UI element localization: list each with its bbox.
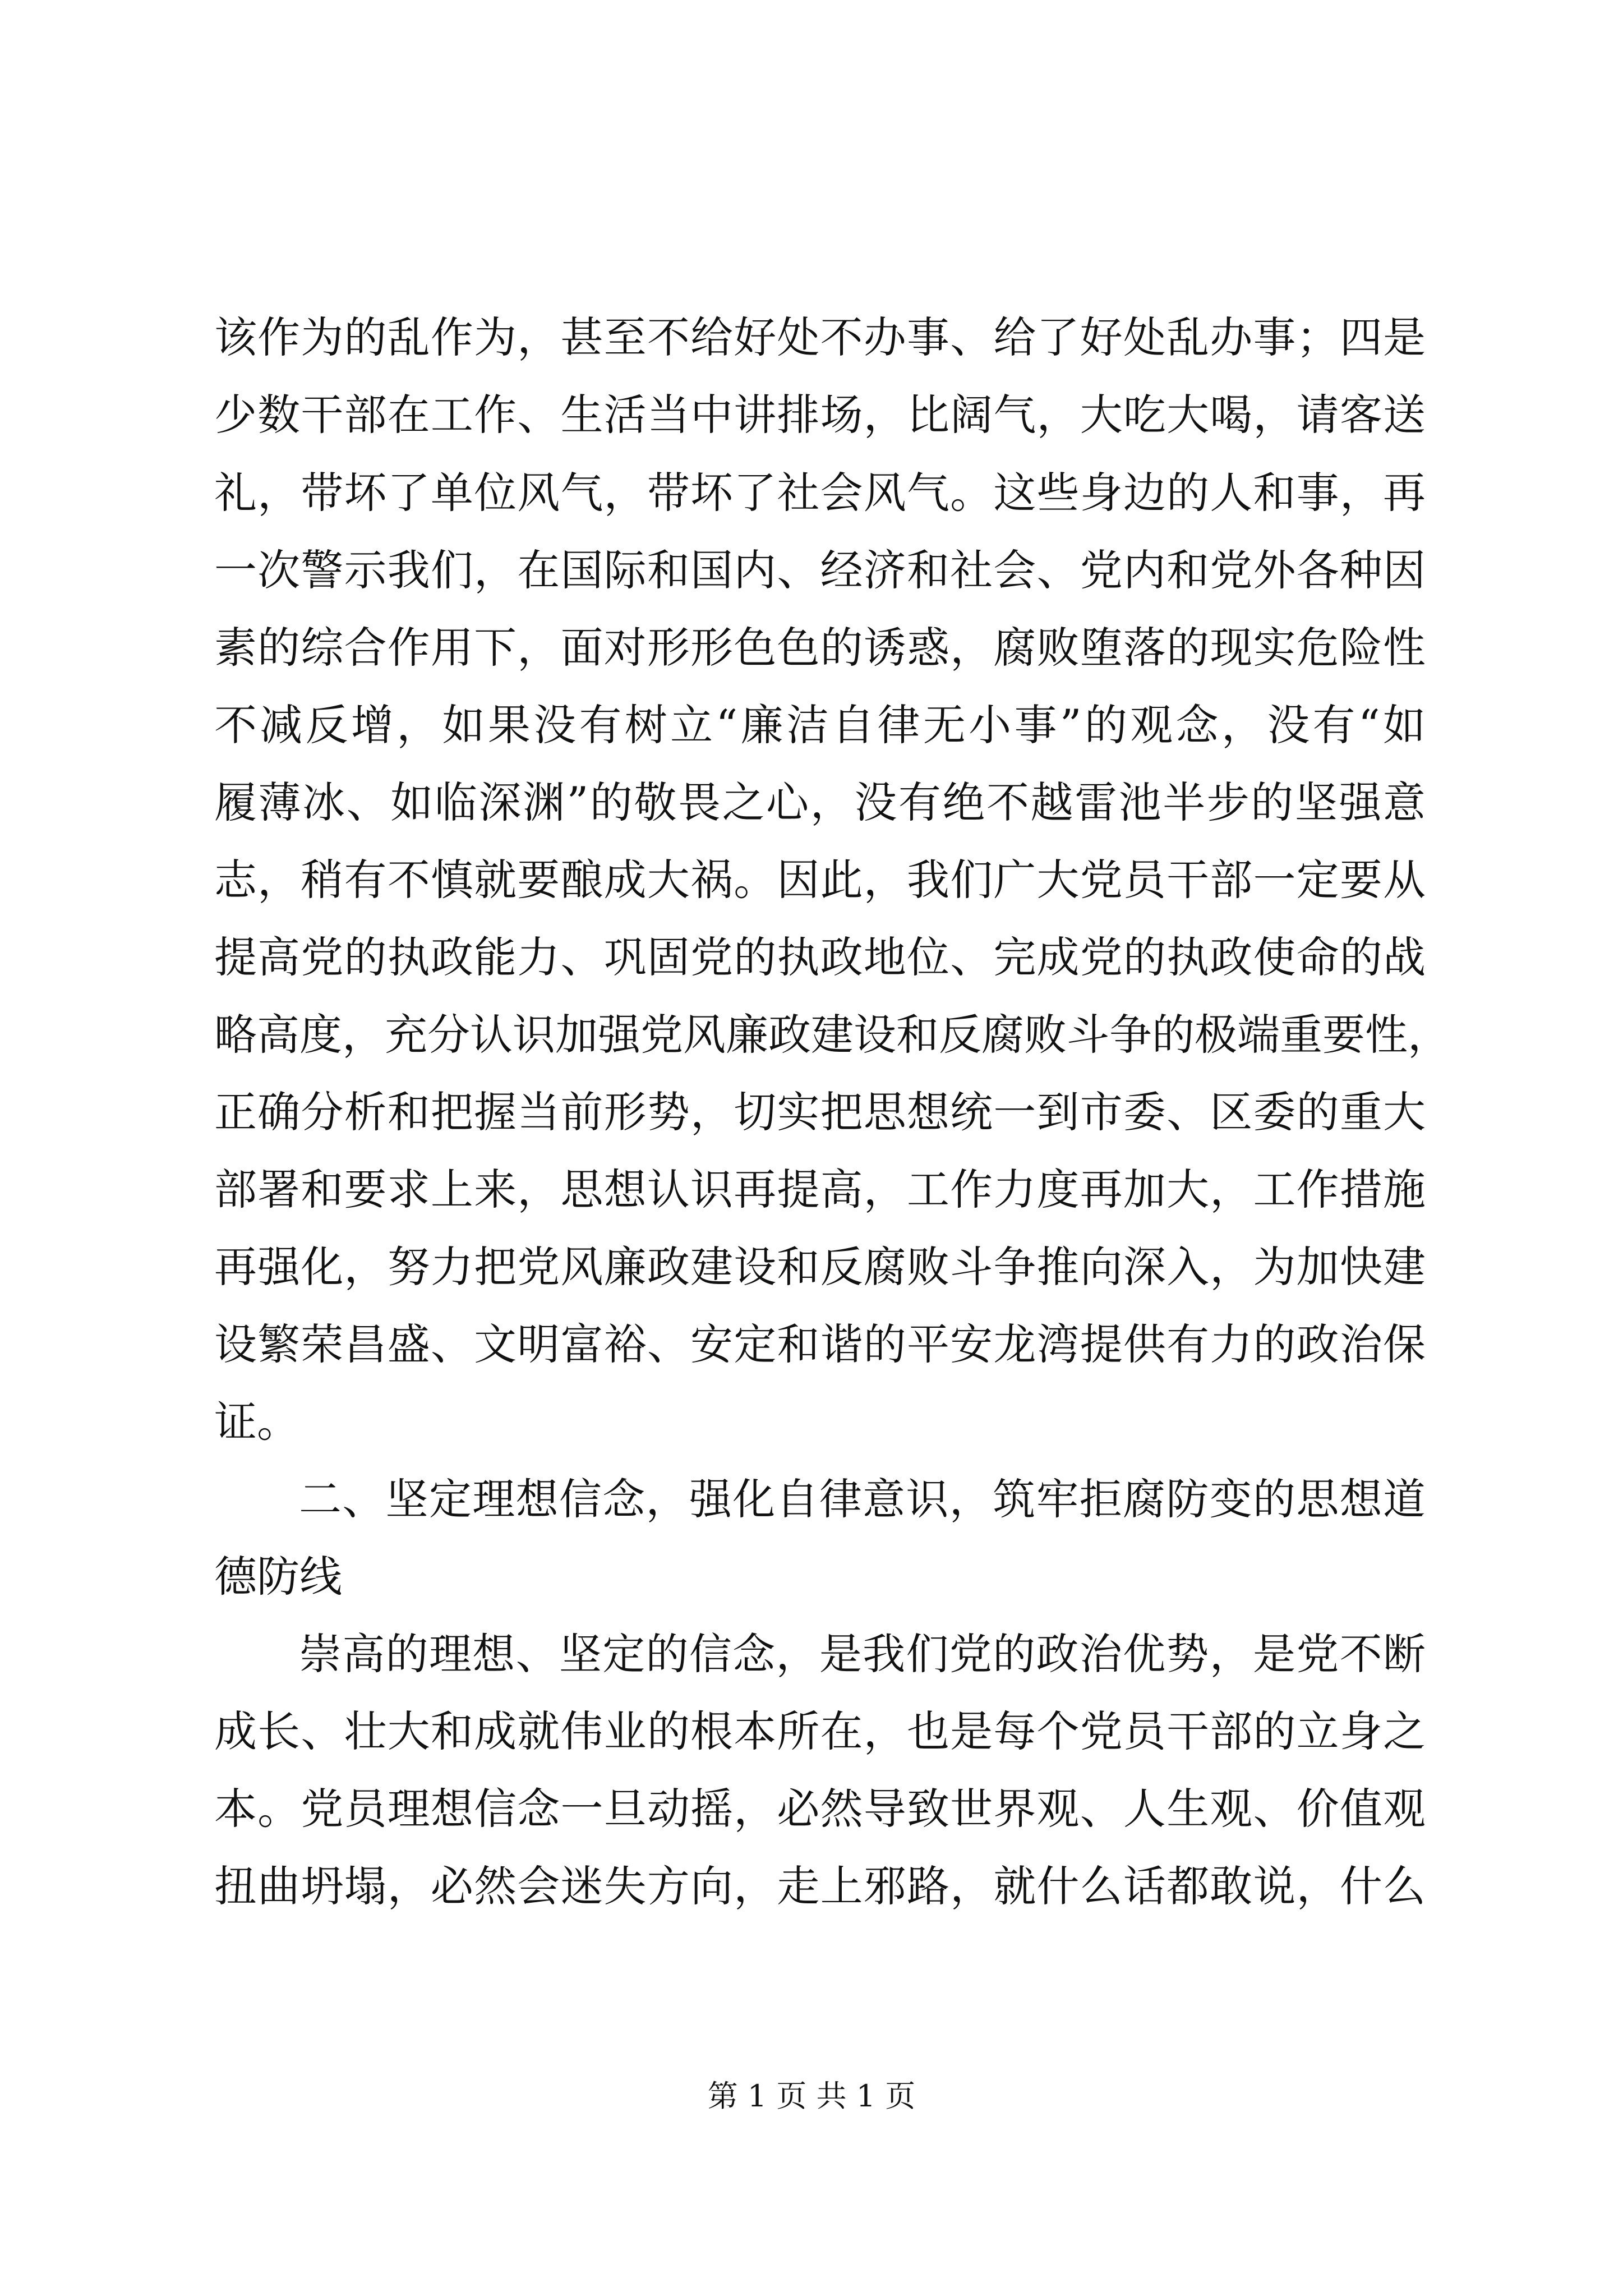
- text-line: 不减反增，如果没有树立“廉洁自律无小事”的观念，没有“如: [214, 700, 1426, 750]
- text-line: 本。党员理想信念一旦动摇，必然导致世界观、人生观、价值观: [214, 1784, 1426, 1834]
- text-line: 礼，带坏了单位风气，带坏了社会风气。这些身边的人和事，再: [214, 468, 1426, 518]
- text-line: 成长、壮大和成就伟业的根本所在，也是每个党员干部的立身之: [214, 1706, 1426, 1756]
- text-line: 正确分析和把握当前形势，切实把思想统一到市委、区委的重大: [214, 1087, 1426, 1137]
- text-line: 志，稍有不慎就要酿成大祸。因此，我们广大党员干部一定要从: [214, 855, 1426, 905]
- text-line: 扭曲坍塌，必然会迷失方向，走上邪路，就什么话都敢说，什么: [214, 1861, 1426, 1911]
- section-heading-line: 二、坚定理想信念，强化自律意识，筑牢拒腐防变的思想道: [299, 1474, 1426, 1524]
- section-heading-line: 德防线: [214, 1552, 342, 1602]
- text-line: 崇高的理想、坚定的信念，是我们党的政治优势，是党不断: [299, 1629, 1426, 1679]
- page-number-footer: 第 1 页 共 1 页: [707, 2078, 916, 2114]
- text-line: 素的综合作用下，面对形形色色的诱惑，腐败堕落的现实危险性: [214, 623, 1426, 673]
- text-line: 履薄冰、如临深渊”的敬畏之心，没有绝不越雷池半步的坚强意: [214, 777, 1426, 827]
- text-line: 部署和要求上来，思想认识再提高，工作力度再加大，工作措施: [214, 1165, 1426, 1214]
- text-line: 略高度，充分认识加强党风廉政建设和反腐败斗争的极端重要性，: [214, 1010, 1450, 1060]
- text-line: 再强化，努力把党风廉政建设和反腐败斗争推向深入，为加快建: [214, 1242, 1426, 1292]
- text-line: 该作为的乱作为，甚至不给好处不办事、给了好处乱办事；四是: [214, 312, 1426, 362]
- text-line: 提高党的执政能力、巩固党的执政地位、完成党的执政使命的战: [214, 932, 1426, 982]
- text-line: 一次警示我们，在国际和国内、经济和社会、党内和党外各种因: [214, 545, 1426, 595]
- text-line: 少数干部在工作、生活当中讲排场，比阔气，大吃大喝，请客送: [214, 390, 1426, 440]
- text-line: 证。: [214, 1397, 299, 1447]
- text-line: 设繁荣昌盛、文明富裕、安定和谐的平安龙湾提供有力的政治保: [214, 1319, 1426, 1369]
